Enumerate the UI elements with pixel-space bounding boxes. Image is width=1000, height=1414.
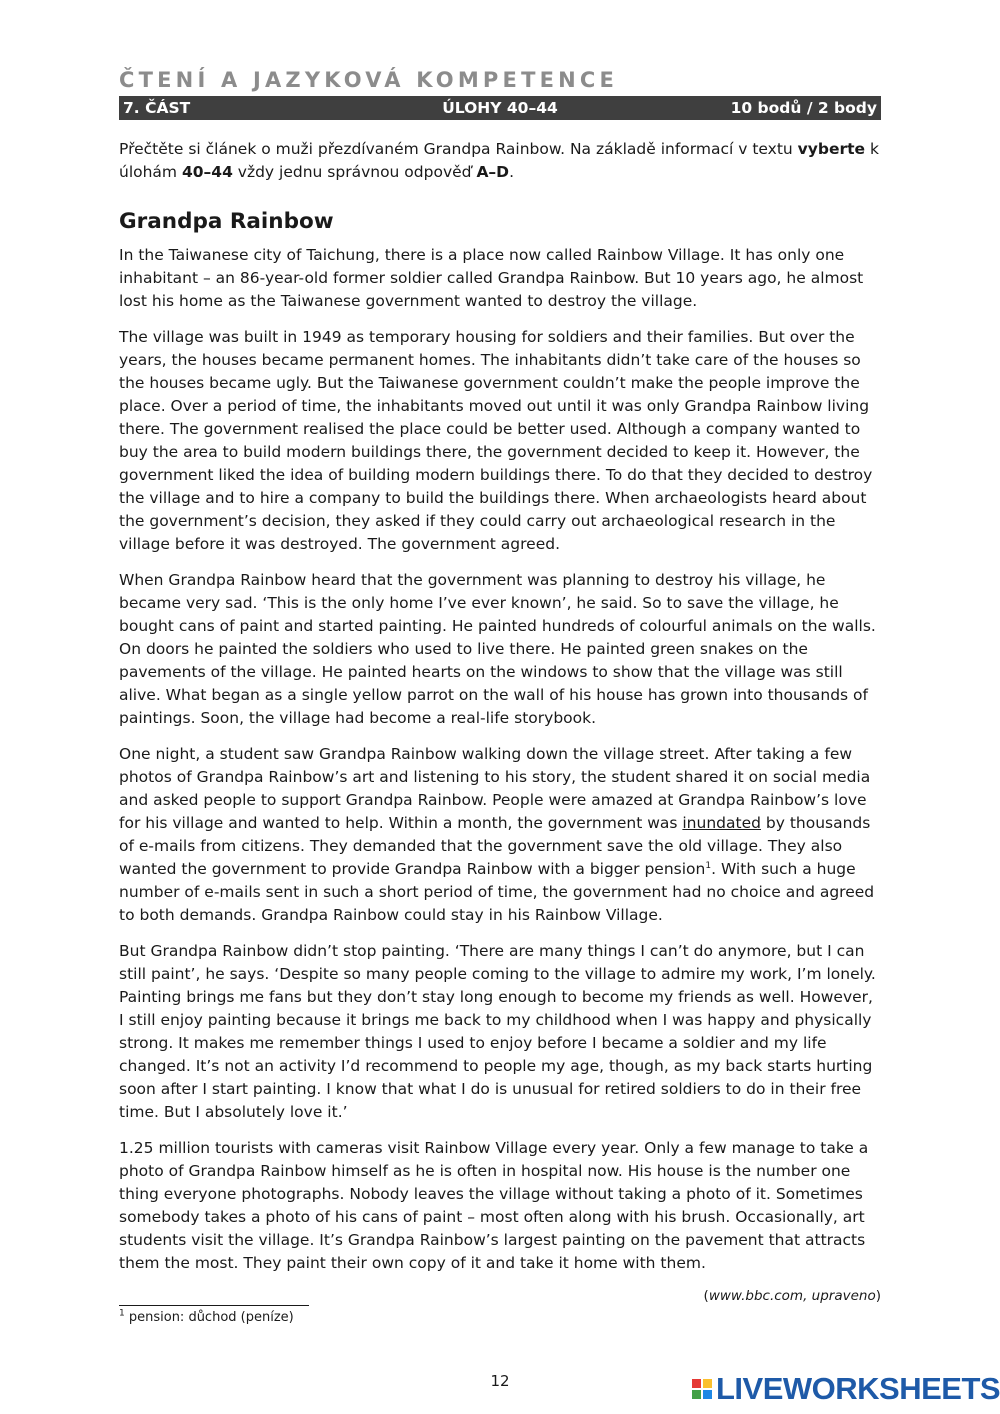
intro-text-1: Přečtěte si článek o muži přezdívaném Grandpa Rainbow. Na základě informací v textu — [119, 140, 798, 158]
source-open: ( — [703, 1288, 709, 1304]
article-paragraph-2: The village was built in 1949 as temporary housing for soldiers and their families. But over the years, the houses became permanent homes. The inhabitants didn’t take care of the houses so the houses became ugly. But the Taiwanese government couldn’t make the people improve the place. Over a period of time, the inhabitants moved out until it was only Grandpa Rainbow living there. The government realised the place could be better used. Although a company wanted to buy the area to build modern buildings there, the government decided to keep it. However, the government liked the idea of building modern buildings there. To do that they decided to destroy the village and to hire a company to build the buildings there. When archaeologists heard about the government’s decision, they asked if they could carry out archaeological research in the village before it was destroyed. The government agreed. — [119, 328, 873, 553]
source-citation — [119, 1288, 881, 1304]
logo-square-yellow — [703, 1379, 712, 1388]
intro-text-4: . — [509, 163, 514, 181]
p4-text-b: by thousands of e-mails from citizens. They demanded that the government save the old village. They also wanted the government to provide Grandpa Rainbow with a bigger pension — [119, 814, 871, 878]
article-paragraph-4 — [119, 743, 881, 927]
tasks-label: ÚLOHY 40–44 — [442, 99, 558, 117]
logo-square-blue — [703, 1390, 712, 1399]
intro-text-3: vždy jednu správnou odpověď — [232, 163, 477, 181]
intro-bold-3: A–D — [476, 163, 510, 181]
footnote-ref: 1 — [705, 860, 712, 871]
article-paragraph-1: In the Taiwanese city of Taichung, there is a place now called Rainbow Village. It has only one inhabitant – an 86-year-old former soldier called Grandpa Rainbow. But 10 years ago, he almost lost his home as the Taiwanese government wanted to destroy the village. — [119, 246, 864, 310]
intro-bold-1: vyberte — [797, 140, 866, 158]
points-label: 10 bodů / 2 body — [730, 99, 877, 117]
article-paragraph-6: 1.25 million tourists with cameras visit Rainbow Village every year. Only a few manage to take a photo of Grandpa Rainbow himself as he is often in hospital now. His house is the number one thing everyone photographs. Nobody leaves the village without taking a photo of it. Sometimes somebody takes a photo of his cans of paint – most often along with his brush. Occasionally, art students visit the village. It’s Grandpa Rainbow’s largest painting on the pavement that attracts them the most. They paint their own copy of it and take it home with them. — [119, 1139, 869, 1272]
p4-text-a: One night, a student saw Grandpa Rainbow walking down the village street. After taking a few photos of Grandpa Rainbow’s art and listening to his story, the student shared it on social media and asked people to support Grandpa Rainbow. People were amazed at Grandpa Rainbow’s love for his village and wanted to help. Within a month, the government was — [119, 745, 871, 832]
section-title: ČTENÍ A JAZYKOVÁ KOMPETENCE — [119, 68, 619, 92]
underlined-word: inundated — [682, 814, 761, 832]
source-site: www.bbc.com, upraveno — [708, 1288, 876, 1304]
footnote-number: 1 — [119, 1308, 125, 1319]
article-title: Grandpa Rainbow — [119, 209, 334, 234]
logo-square-red — [692, 1379, 701, 1388]
footnote-divider — [119, 1305, 309, 1306]
footnote-text: pension: důchod (peníze) — [124, 1310, 294, 1325]
article-paragraph-3: When Grandpa Rainbow heard that the government was planning to destroy his village, he became very sad. ‘This is the only home I’ve ever known’, he said. So to save the village, he bought cans of paint and started painting. He painted hundreds of colourful animals on the walls. On doors he painted the soldiers who used to live there. He painted green snakes on the pavements of the village. He painted hearts on the windows to show that the village was still alive. What began as a single yellow parrot on the wall of his house has grown into thousands of paintings. Soon, the village had become a real-life storybook. — [119, 571, 876, 727]
intro-text-2: k úlohám — [119, 140, 879, 181]
article-paragraph-5: But Grandpa Rainbow didn’t stop painting. ‘There are many things I can’t do anymore, but I can still paint’, he says. ‘Despite so many people coming to the village to admire my work, I’m lonely. Painting brings me fans but they don’t stay long enough to become my friends as well. However, I still enjoy painting because it brings me back to my childhood when I was happy and physically strong. It makes me remember things I used to enjoy before I became a soldier and my life changed. It’s not an activity I’d recommend to people my age, though, as my back starts hurting soon after I start painting. I know that what I do is unusual for retired soldiers to do in their free time. But I absolutely love it.’ — [119, 942, 876, 1121]
source-close: ) — [875, 1288, 881, 1304]
section-bar — [119, 96, 881, 120]
worksheet-page — [119, 66, 881, 1325]
instructions — [119, 138, 881, 184]
intro-bold-2: 40–44 — [181, 163, 233, 181]
logo-mark-icon — [692, 1379, 712, 1399]
page-number: 12 — [490, 1372, 510, 1390]
footnote — [119, 1310, 881, 1325]
part-label: 7. ČÁST — [123, 99, 191, 117]
logo-text: LIVEWORKSHEETS — [716, 1371, 1000, 1406]
liveworksheets-logo — [692, 1371, 1000, 1407]
p4-text-c: . With such a huge number of e-mails sent in such a short period of time, the government had no choice and agreed to both demands. Grandpa Rainbow could stay in his Rainbow Village. — [119, 860, 875, 924]
logo-square-green — [692, 1390, 701, 1399]
